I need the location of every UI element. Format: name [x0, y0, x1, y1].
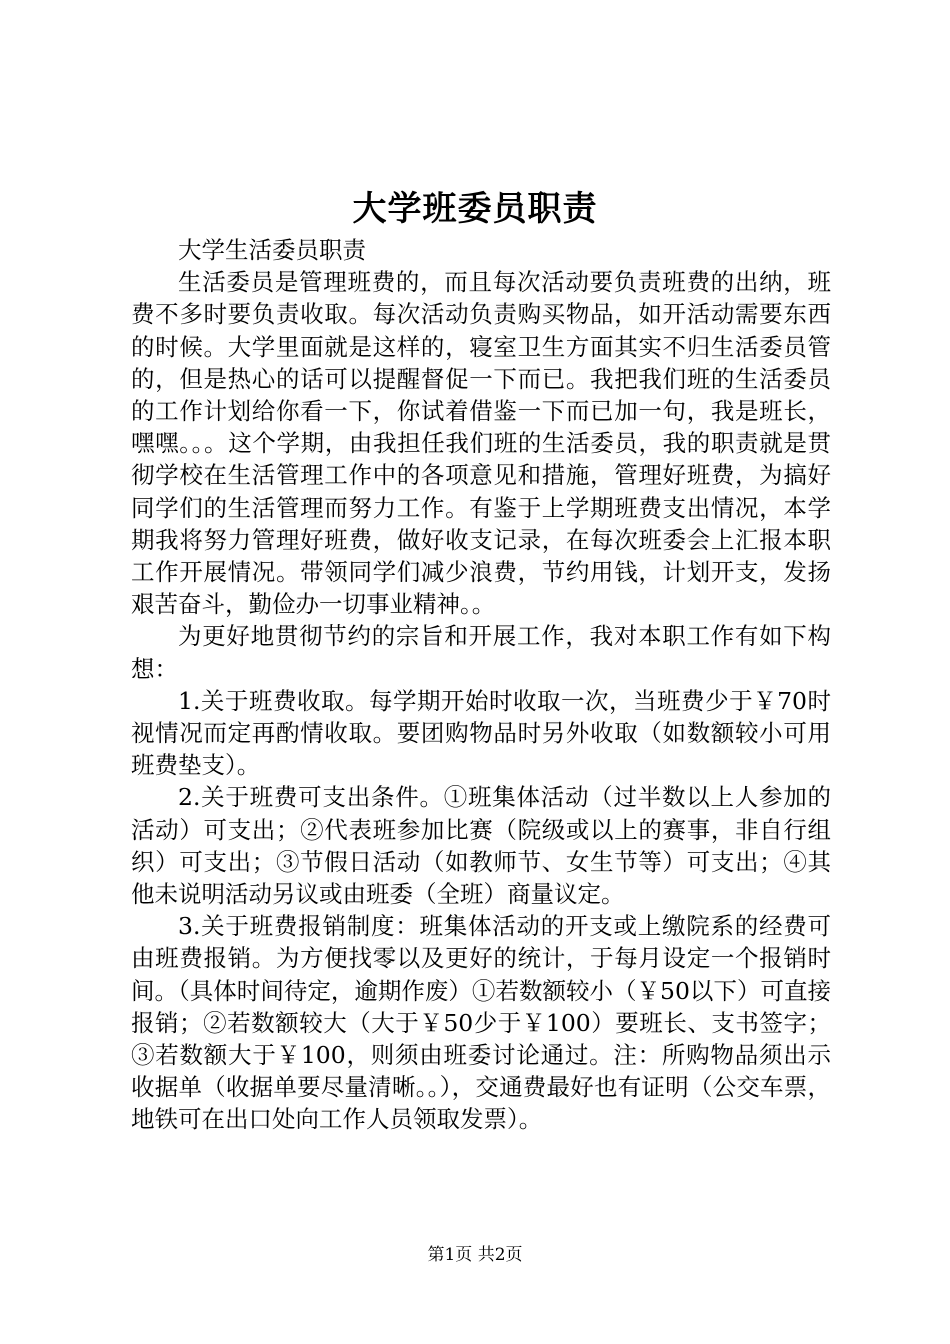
section-subheading: 大学生活委员职责	[178, 236, 366, 264]
document-title: 大学班委员职责	[352, 189, 598, 229]
paragraph-item-3: 3.关于班费报销制度：班集体活动的开支或上缴院系的经费可由班费报销。为方便找零以及更好的统计，于每月设定一个报销时间。（具体时间待定，逾期作废）①若数额较小（￥50以下）可直接报销；②若数额较大（大于￥50少于￥100）要班长、支书签字；③若数额大于￥100，则须由班委讨论通过。注：所购物品须出示收据单（收据单要尽量清晰。。），交通费最好也有证明（公交车票，地铁可在出口处向工作人员领取发票）。	[131, 912, 831, 1134]
paragraph-plan-lead: 为更好地贯彻节约的宗旨和开展工作，我对本职工作有如下构想：	[131, 622, 831, 683]
document-body	[131, 234, 831, 1136]
paragraph-item-2: 2.关于班费可支出条件。①班集体活动（过半数以上人参加的活动）可支出；②代表班参加比赛（院级或以上的赛事，非自行组织）可支出；③节假日活动（如教师节、女生节等）可支出；④其他未说明活动另议或由班委（全班）商量议定。	[131, 783, 831, 909]
paragraph-intro: 生活委员是管理班费的，而且每次活动要负责班费的出纳，班费不多时要负责收取。每次活动负责购买物品，如开活动需要东西的时候。大学里面就是这样的，寝室卫生方面其实不归生活委员管的，但是热心的话可以提醒督促一下而已。我把我们班的生活委员的工作计划给你看一下，你试着借鉴一下而已加一句，我是班长，嘿嘿。。。这个学期，由我担任我们班的生活委员，我的职责就是贯彻学校在生活管理工作中的各项意见和措施，管理好班费，为搞好同学们的生活管理而努力工作。有鉴于上学期班费支出情况，本学期我将努力管理好班费，做好收支记录，在每次班委会上汇报本职工作开展情况。带领同学们减少浪费，节约用钱，计划开支，发扬艰苦奋斗，勤俭办一切事业精神。。	[131, 268, 831, 619]
paragraph-item-1: 1.关于班费收取。每学期开始时收取一次，当班费少于￥70时视情况而定再酌情收取。要团购物品时另外收取（如数额较小可用班费垫支）。	[131, 686, 831, 780]
page-footer: 第1页 共2页	[427, 1245, 523, 1265]
